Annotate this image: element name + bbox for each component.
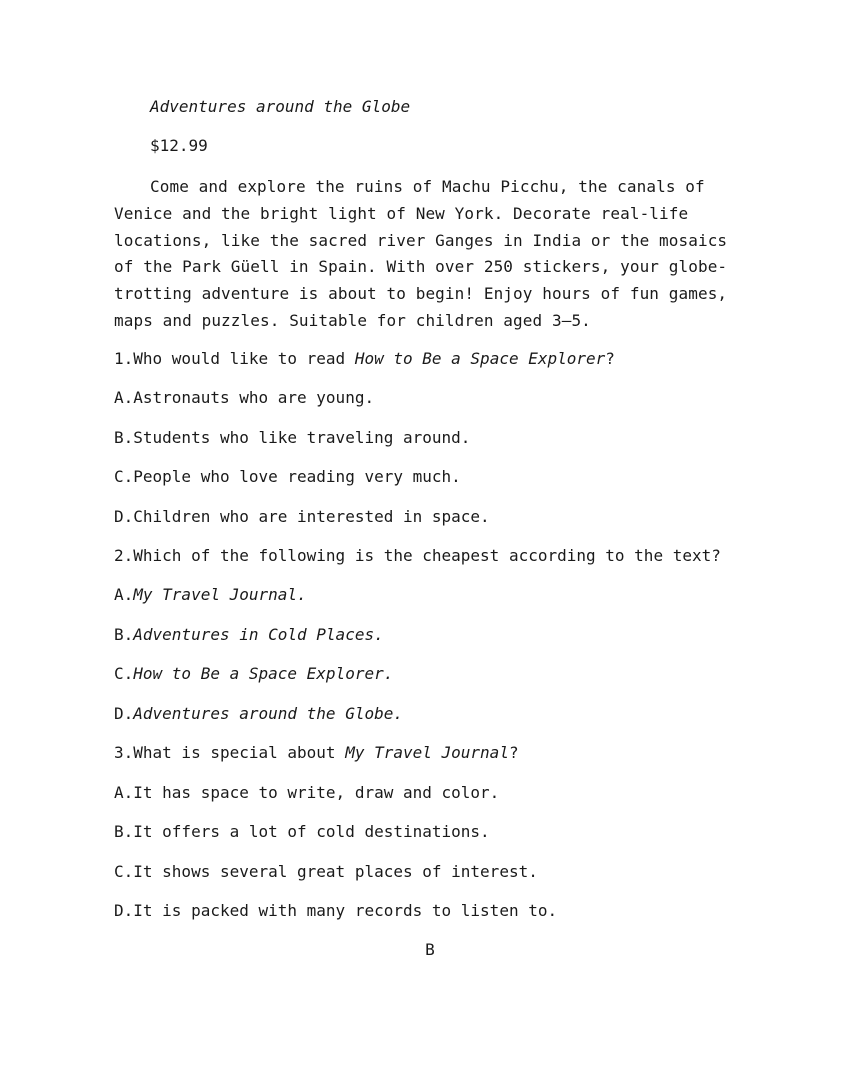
option-text: It has space to write, draw and color. (133, 783, 500, 802)
option-letter: B. (114, 625, 134, 644)
section-heading-b: B (425, 940, 435, 959)
question-3-prefix: 3.What is special about (114, 743, 346, 762)
question-3-option-a (114, 782, 499, 804)
question-1-prefix: 1.Who would like to read (114, 349, 355, 368)
book-description: Come and explore the ruins of Machu Picchu, the canals of Venice and the bright light of New York. Decorate real-life locations, like the sacred river Ganges in India or the mosaics of the Park Güell in Spain. With over 250 stickers, your globe-trotting adventure is about to begin! Enjoy hours of fun games, maps and puzzles. Suitable for children aged 3—5. (114, 177, 728, 330)
option-text: Adventures around the Globe. (133, 704, 403, 723)
option-letter: A. (114, 783, 134, 802)
question-2-prefix: 2.Which of the following is the cheapest according to the text? (114, 546, 721, 565)
question-2-option-a (114, 584, 307, 606)
option-text: Children who are interested in space. (133, 507, 490, 526)
question-3-option-d (114, 900, 557, 922)
option-letter: A. (114, 388, 134, 407)
option-text: My Travel Journal. (133, 585, 307, 604)
question-3-option-c (114, 861, 538, 883)
option-text: Students who like traveling around. (133, 428, 471, 447)
option-text: It offers a lot of cold destinations. (133, 822, 490, 841)
question-2-option-d (114, 703, 403, 725)
option-text: It is packed with many records to listen to. (133, 901, 558, 920)
book-title: Adventures around the Globe (150, 97, 411, 116)
question-1-option-b (114, 427, 470, 449)
question-2 (114, 545, 721, 567)
question-3-italic-title: My Travel Journal (345, 743, 509, 762)
question-2-option-c (114, 663, 393, 685)
book-price: $12.99 (150, 136, 208, 155)
option-letter: B. (114, 428, 134, 447)
option-letter: D. (114, 507, 134, 526)
question-3-suffix: ? (508, 743, 519, 762)
question-1 (114, 348, 615, 370)
question-1-option-d (114, 506, 490, 528)
option-letter: C. (114, 467, 134, 486)
option-letter: A. (114, 585, 134, 604)
option-text: Astronauts who are young. (133, 388, 375, 407)
question-1-italic-title: How to Be a Space Explorer (354, 349, 606, 368)
option-text: Adventures in Cold Places. (133, 625, 384, 644)
option-text: It shows several great places of interest. (133, 862, 538, 881)
option-letter: D. (114, 901, 134, 920)
question-2-option-b (114, 624, 384, 646)
option-text: People who love reading very much. (133, 467, 461, 486)
option-text: How to Be a Space Explorer. (133, 664, 394, 683)
question-1-suffix: ? (605, 349, 615, 368)
question-3 (114, 742, 519, 764)
option-letter: C. (114, 862, 134, 881)
question-3-option-b (114, 821, 490, 843)
option-letter: C. (114, 664, 134, 683)
option-letter: B. (114, 822, 134, 841)
question-1-option-a (114, 387, 374, 409)
question-1-option-c (114, 466, 461, 488)
option-letter: D. (114, 704, 134, 723)
